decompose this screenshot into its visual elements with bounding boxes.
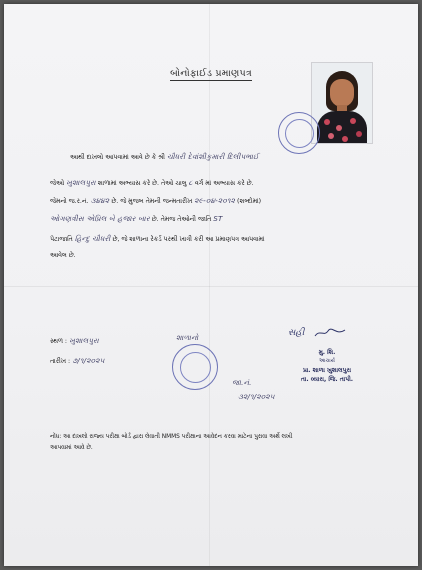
standard: ૮ [188,178,193,187]
document-title: બોનોફાઈડ પ્રમાણપત્ર [170,68,252,79]
sub-caste: હિન્દુ ચૌધરી [74,234,111,243]
school-seal-stamp [278,112,320,154]
caste: ST [213,214,223,223]
headmaster-stamp: મુ. શિ. આચાર્ય પ્રા. શાળા ખુશાલપુરા તા. વ્યારા, જિ. તાપી. [300,349,354,383]
date-field: તારીખ : ૭/૧/૨૦૨૫ [50,356,105,365]
headmaster-signature: સહી [288,328,304,338]
signature-scribble-icon [314,328,346,338]
student-photo [311,62,373,144]
school-name: ખુશાલપુરા [65,178,96,187]
inward-number: જા.નં. ૩૨/૧/૨૦૨૫ [232,378,275,401]
student-name: ચૌધરી દેવાંશીકુમારી દિલીપભાઈ [166,152,259,161]
dob-in-words: ઓગણત્રીસ એપ્રિલ બે હજાર બાર [50,214,150,223]
seal-label: શાળાનો [176,333,199,342]
date-of-birth: ૨૯-૦૪-૨૦૧૨ [194,196,235,205]
school-round-seal [172,344,218,390]
fold-line [4,286,418,287]
gr-number: ૩૪૪૨ [90,196,110,205]
fold-line [209,4,210,566]
note-section: નોંધ: આ દાખલો રાજ્ય પરીક્ષા બોર્ડ દ્વારા લેવાતી NMMS પરીક્ષાના આવેદન કરવા માટેના પુરાવા અર્થે લખી આપવામાં આવે છે. [50,434,293,451]
place-field: સ્થળ : ખુશાલપુરા [50,336,99,345]
